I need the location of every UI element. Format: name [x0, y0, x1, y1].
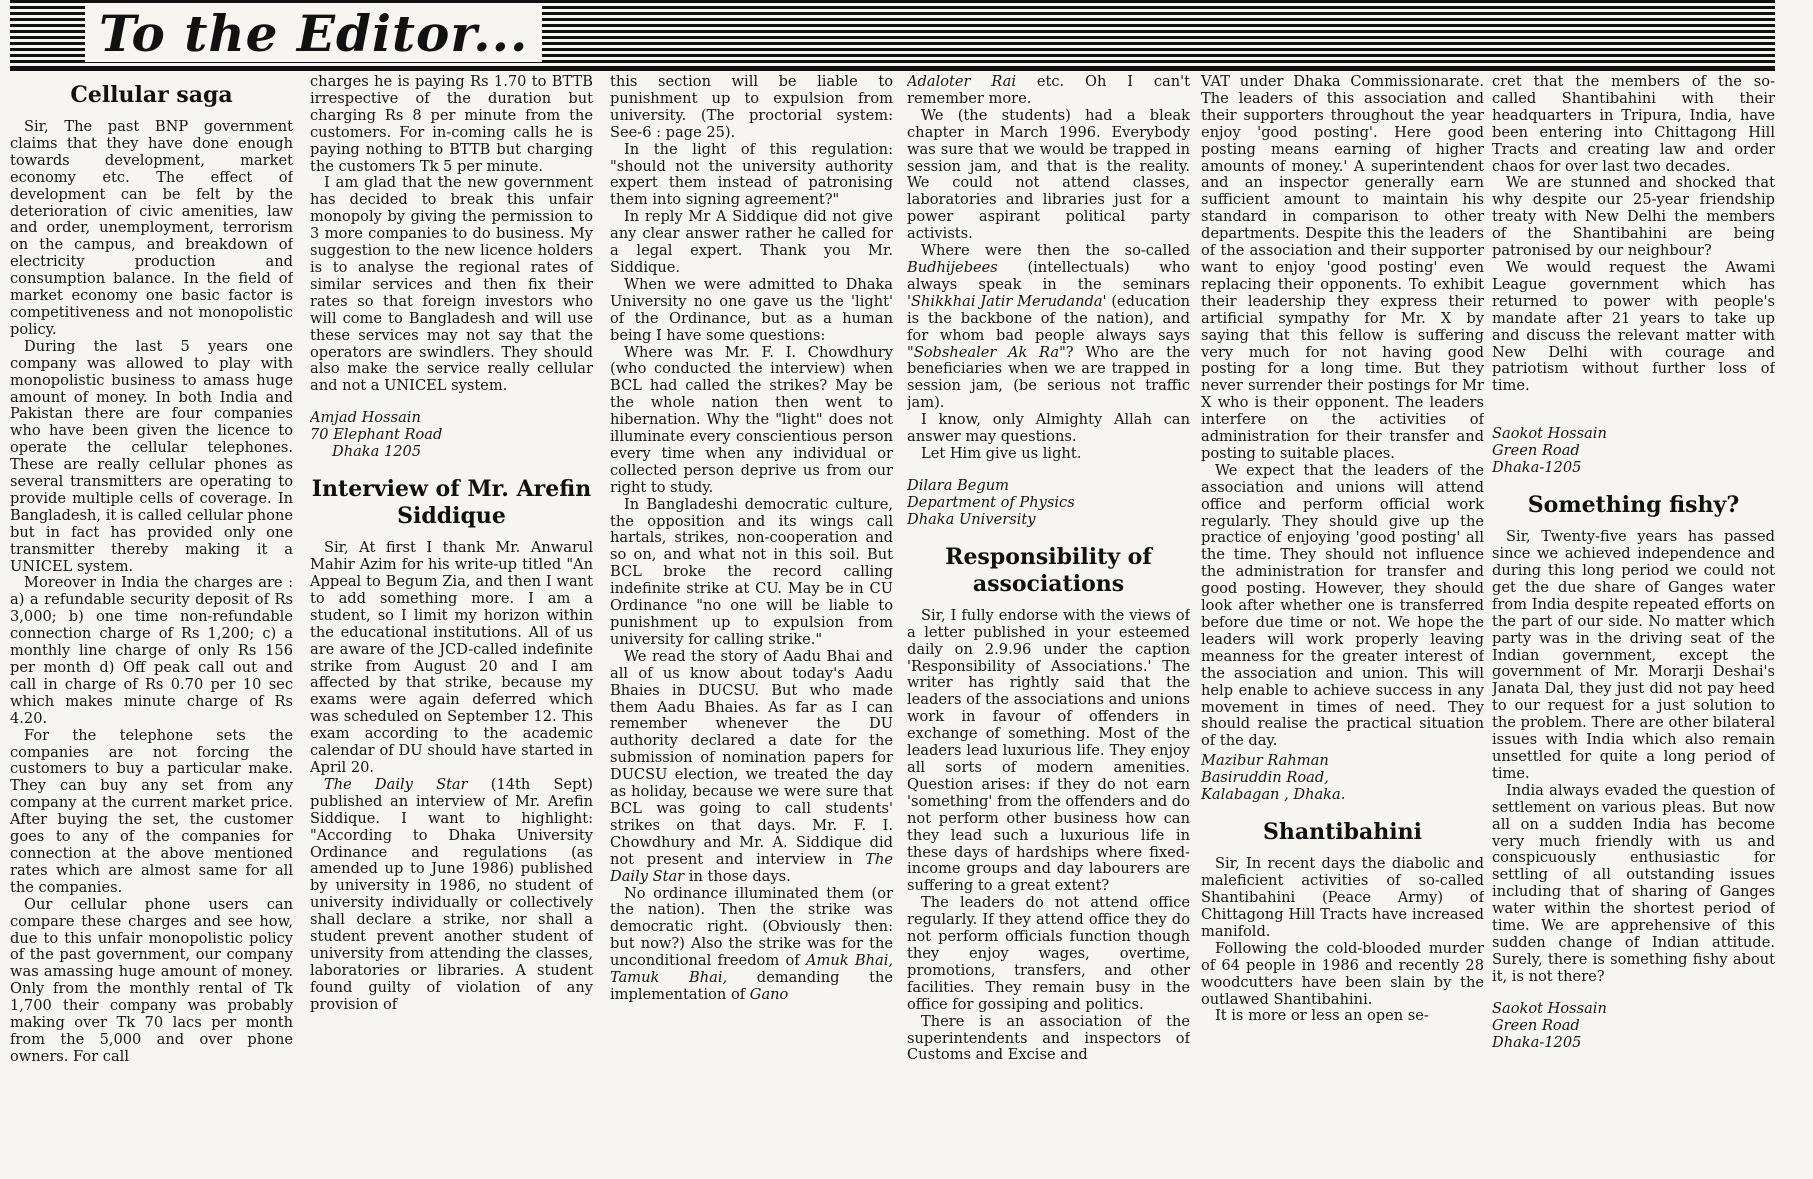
letter-headline: Something fishy?	[1527, 492, 1740, 519]
letter-paragraph: We are stunned and shocked that why despite our 25-year friendship treaty with New Delhi the members of the Shantibahini are being patronised by our neighbour?	[1492, 174, 1775, 260]
signature-address: Green Road	[1492, 1016, 1580, 1034]
letter-paragraph: We expect that the leaders of the association and unions will attend office and perform official work regularly. They should give up the practice of enjoying 'good posting' all the time. They should not influence the administration for transfer and good posting. However, they should look after whether one is transferred before due time or not. We hope the leaders will work properly leaving meanness for the greater interest of the association and union. This will help enable to achieve success in any movement in times of need. They should realise the practical situation of the day.	[1201, 461, 1484, 750]
signature-address: Green Road	[1492, 442, 1580, 460]
masthead-banner	[10, 0, 1775, 71]
signature-name: Dilara Begum	[907, 476, 1009, 494]
signature-address: Department of Physics	[907, 493, 1075, 511]
newspaper-name: The Daily Star	[610, 850, 893, 885]
paragraph-text: in those days.	[684, 867, 791, 885]
letter-paragraph: We (the students) had a bleak chapter in March 1996. Everybody was sure that we would be trapped in session jam, and that is the reality. We could not attend classes, laboratories and libraries just for a power aspirant political party activists.	[907, 106, 1190, 243]
letter-paragraph: India always evaded the question of settlement on various pleas. But now all on a sudden India has become very much friendly with us and conspicuously enthusiastic for settling of all outstanding issues including that of sharing of Ganges water within the shortest period of time. We are apprehensive of this sudden change of Indian attitude. Surely, there is something fishy about it, is not there?	[1492, 781, 1775, 985]
letter-paragraph	[907, 243, 1190, 412]
italic-word: Budhijebees	[907, 258, 998, 276]
letter-paragraph: charges he is paying Rs 1.70 to BTTB irrespective of the duration but charging Rs 8 per minute from the customers. For in-coming calls he is paying nothing to BTTB but charging the customers Tk 5 per minute.	[310, 74, 593, 175]
letter-paragraph: There is an association of the superintendents and inspectors of Customs and Excise and	[907, 1012, 1190, 1064]
signature-name: Saokot Hossain	[1492, 425, 1607, 443]
letter-paragraph: I am glad that the new government has decided to break this unfair monopoly by giving the permission to 3 more companies to do business. My suggestion to the new licence holders is to analyse the regional rates of similar services and then fix their rates so that foreign investors who will come to Bangladesh and will use these services may not say that the operators are swindlers. They should also make the service really cellular and not a UNICEL system.	[310, 174, 593, 395]
letter-paragraph: When we were admitted to Dhaka University no one gave us the 'light' of the Ordinance, but as a human being I have some questions:	[610, 275, 893, 344]
italic-word: Adaloter Rai	[907, 74, 1017, 90]
signature-name: Saokot Hossain	[1492, 999, 1607, 1017]
paragraph-text: (intellectuals) who always speak in the seminars	[907, 258, 1190, 293]
italic-phrase: 'Shikkhai Jatir Merudanda'	[907, 292, 1107, 310]
letter-paragraph: For the telephone sets the companies are not forcing the customers to buy a particular make. They can buy any set from any company at the current market price. After buying the set, the customer goes to any of the companies for connection at the above mentioned rates which are almost same for all the companies.	[10, 726, 293, 896]
paragraph-text: etc. Oh I can't remember more.	[907, 74, 1190, 107]
column-4	[907, 74, 1190, 1174]
newspaper-name: The Daily Star	[324, 775, 468, 793]
letter-headline: Responsibility of associations	[945, 543, 1152, 597]
column-3	[610, 74, 893, 1174]
letter-paragraph: Sir, Twenty-five years has passed since we achieved independence and during this long period we could not get the due share of Ganges water from India despite repeated efforts on the part of our side. No matter which party was in the driving seat of the Indian government, except the government of Mr. Morarji Deshai's Janata Dal, they just did not pay heed to our request for a just solution to the problem. There are other bilateral issues with India which also remain unsettled for quite a long period of time.	[1492, 528, 1775, 782]
letter-signature	[1492, 425, 1775, 476]
signature-city: Kalabagan , Dhaka.	[1201, 786, 1346, 804]
letter-paragraph: During the last 5 years one company was allowed to play with monopolistic business to amass huge amount of money. In both India and Pakistan there are four companies who have been given the licence to operate the cellular telephones. These are really cellular phones as several transmitters are operating to provide multiple cells of coverage. In Bangladesh, it is called cellular phone but in fact has provided only one transmitter thereby making it a UNICEL system.	[10, 337, 293, 575]
letter-paragraph: The leaders do not attend office regularly. If they attend office they do not perform officials function though they enjoy wages, overtime, promotions, transfers, and other facilities. They remain busy in the office for gossiping and politics.	[907, 894, 1190, 1013]
signature-city: Dhaka University	[907, 510, 1036, 528]
paragraph-text: (14th Sept) published an interview of Mr. Arefin Siddique. I want to highlight: "According to Dhaka University Ordinance and regulations (as amended up to June 1986) published by university in 1986, no student of university individually or collectively shall declare a strike, nor shall a student prevent another student of university from attending the classes, laboratories or libraries. A student found guilty of violation of any provision of	[310, 775, 593, 1013]
letter-paragraph: Sir, I fully endorse with the views of a letter published in your esteemed daily on 2.9.96 under the caption 'Responsibility of Associations.' The writer has rightly said that the leaders of the associations and unions work in favour of offenders in exchange of something. Most of the leaders lead luxurious life. They enjoy all sorts of modern amenities. Question arises: if they do not earn 'something' from the offenders and do not perform other business how can they lead such a luxurious life in these days of hardships where fixed-income groups and day labourers are suffering to a great extent?	[907, 606, 1190, 895]
letter-headline: Interview of Mr. Arefin Siddique	[311, 476, 592, 530]
letter-paragraph: cret that the members of the so-called Shantibahini with their headquarters in Tripura, India, have been entering into Chittagong Hill Tracts and creating law and order chaos for over last two decades.	[1492, 74, 1775, 175]
letter-paragraph: We would request the Awami League government which has returned to power with people's mandate after 21 years to take up and discuss the relevant matter with New Delhi with courage and patriotism without further loss of time.	[1492, 258, 1775, 395]
paragraph-text: (education is the backbone of the nation), and for whom bad people always says	[907, 292, 1190, 344]
letter-paragraph: VAT under Dhaka Commissionarate. The leaders of this association and their supporters throughout the year enjoy 'good posting'. Here good posting means earning of higher amounts of money.' A superintendent and an inspector generally earn sufficient amount to maintain his standard in comparison to other departments. Despite this the leaders of the association and their supporter want to enjoy 'good posting' even replacing their opponents. To exhibit their leadership they express their artificial sympathy for Mr. X by saying that this fellow is suffering very much for not having good posting for a long time. But they never surrender their postings for Mr X who is their opponent. The leaders interfere on the activities of administration for their transfer and posting to suitable places.	[1201, 74, 1484, 462]
section-title: To the Editor...	[85, 6, 542, 62]
column-2	[310, 74, 593, 1174]
letter-paragraph: this section will be liable to punishment up to expulsion from university. (The proctorial system: See-6 : page 25).	[610, 74, 893, 141]
letter-paragraph: Following the cold-blooded murder of 64 people in 1986 and recently 28 woodcutters have been slain by the outlawed Shantibahini.	[1201, 939, 1484, 1008]
letter-signature	[1492, 1000, 1775, 1051]
column-5	[1201, 74, 1484, 1174]
letter-headline: Shantibahini	[1263, 819, 1422, 846]
signature-name: Amjad Hossain	[310, 409, 421, 427]
letter-paragraph	[310, 777, 593, 1014]
column-6	[1492, 74, 1775, 1174]
signature-address: 70 Elephant Road	[310, 426, 443, 444]
letter-paragraph: Let Him give us light.	[921, 444, 1082, 462]
letter-paragraph: Our cellular phone users can compare these charges and see how, due to this unfair monopolistic policy of the past government, our company was amassing huge amount of money. Only from the monthly rental of Tk 1,700 their company was probably making over Tk 70 lacs per month from the 5,000 and over phone owners. For call	[10, 895, 293, 1065]
letter-paragraph: Sir, The past BNP government claims that they have done enough towards development, market economy etc. The effect of development can be felt by the deterioration of civic amenities, law and order, unemployment, terrorism on the campus, and breakdown of electricity production and consumption balance. In the field of market economy one basic factor is competitiveness and not monopolistic policy.	[10, 118, 293, 338]
paragraph-text: We read the story of Aadu Bhai and all of us know about today's Aadu Bhaies in DUCSU. But who made them Aadu Bhaies. As far as I can remember whenever the DU authority declared a date for the submission of nomination papers for DUCSU election, we treated the day as holiday, because we were sure that BCL was going to call students' strikes on that days. Mr. F. I. Chowdhury and Mr. A. Siddique did not present and interview in	[610, 647, 893, 868]
letter-signature	[907, 477, 1190, 528]
signature-address: Basiruddin Road,	[1201, 769, 1329, 787]
paragraph-text: demanding the implementation of	[610, 969, 893, 1003]
letters-columns	[10, 74, 1775, 1174]
italic-phrase: "Sobshealer Ak Ra"	[907, 343, 1066, 361]
letter-paragraph: Where was Mr. F. I. Chowdhury (who conducted the interview) when BCL had called the strikes? May be the whole nation then went to hibernation. Why the "light" does not illuminate every conscientious person every time when any individual or collected person deprive us from our right to study.	[610, 343, 893, 496]
letter-paragraph: Sir, In recent days the diabolic and maleficient activities of so-called Shantibahini (Peace Army) of Chittagong Hill Tracts have increased manifold.	[1201, 855, 1484, 940]
italic-names: Amuk Bhai, Tamuk Bhai,	[610, 952, 893, 987]
letter-paragraph	[610, 886, 893, 1004]
paragraph-text: Where were then the so-called	[921, 242, 1190, 260]
letter-paragraph: In Bangladeshi democratic culture, the opposition and its wings call hartals, strikes, non-cooperation and so on, and what not in this soil. But BCL broke the record calling indefinite strike at CU. May be in CU Ordinance "no one will be liable to punishment up to expulsion from university for calling strike."	[610, 495, 893, 648]
letter-signature	[1201, 752, 1484, 803]
letter-paragraph	[907, 74, 1190, 108]
letter-headline: Cellular saga	[70, 82, 233, 108]
letter-paragraph: It is more or less an open se-	[1215, 1007, 1429, 1025]
signature-city: Dhaka-1205	[1492, 459, 1582, 477]
letter-paragraph: In the light of this regulation: "should not the university authority expert them instead of patronising them into signing agreement?"	[610, 140, 893, 209]
paragraph-text: ? Who are the beneficiaries when we are trapped in session jam, (be serious not traffic jam).	[907, 343, 1190, 412]
signature-name: Mazibur Rahman	[1201, 752, 1329, 770]
signature-city: Dhaka 1205	[332, 443, 422, 461]
letter-paragraph: In reply Mr A Siddique did not give any clear answer rather he called for a legal expert. Thank you Mr. Siddique.	[610, 208, 893, 276]
letter-paragraph: I know, only Almighty Allah can answer may questions.	[907, 411, 1190, 446]
letter-paragraph: Sir, At first I thank Mr. Anwarul Mahir Azim for his write-up titled "An Appeal to Begum Zia, and then I want to add something more. I am a student, so I limit my horizon within the educational institutions. All of us are aware of the JCD-called indefinite strike from August 20 and I am affected by that strike, because my exams were again deferred which was scheduled on September 12. This exam according to the academic calendar of DU should have started in April 20.	[310, 539, 593, 776]
letter-signature	[310, 409, 593, 460]
letter-paragraph: Moreover in India the charges are : a) a refundable security deposit of Rs 3,000; b) one time non-refundable connection charge of Rs 1,200; c) a monthly line charge of only Rs 156 per month d) Off peak call out and call in charge of Rs 0.70 per 10 sec which makes minute charge of Rs 4.20.	[10, 574, 293, 727]
signature-city: Dhaka-1205	[1492, 1033, 1582, 1051]
letter-paragraph	[610, 649, 893, 886]
column-1	[10, 74, 293, 1174]
italic-word: Gano	[749, 985, 789, 1003]
paragraph-text: No ordinance illuminated them (or the nation). Then the strike was democratic right. (Obviously then: but now?) Also the strike was for the unconditional freedom of	[610, 884, 893, 970]
